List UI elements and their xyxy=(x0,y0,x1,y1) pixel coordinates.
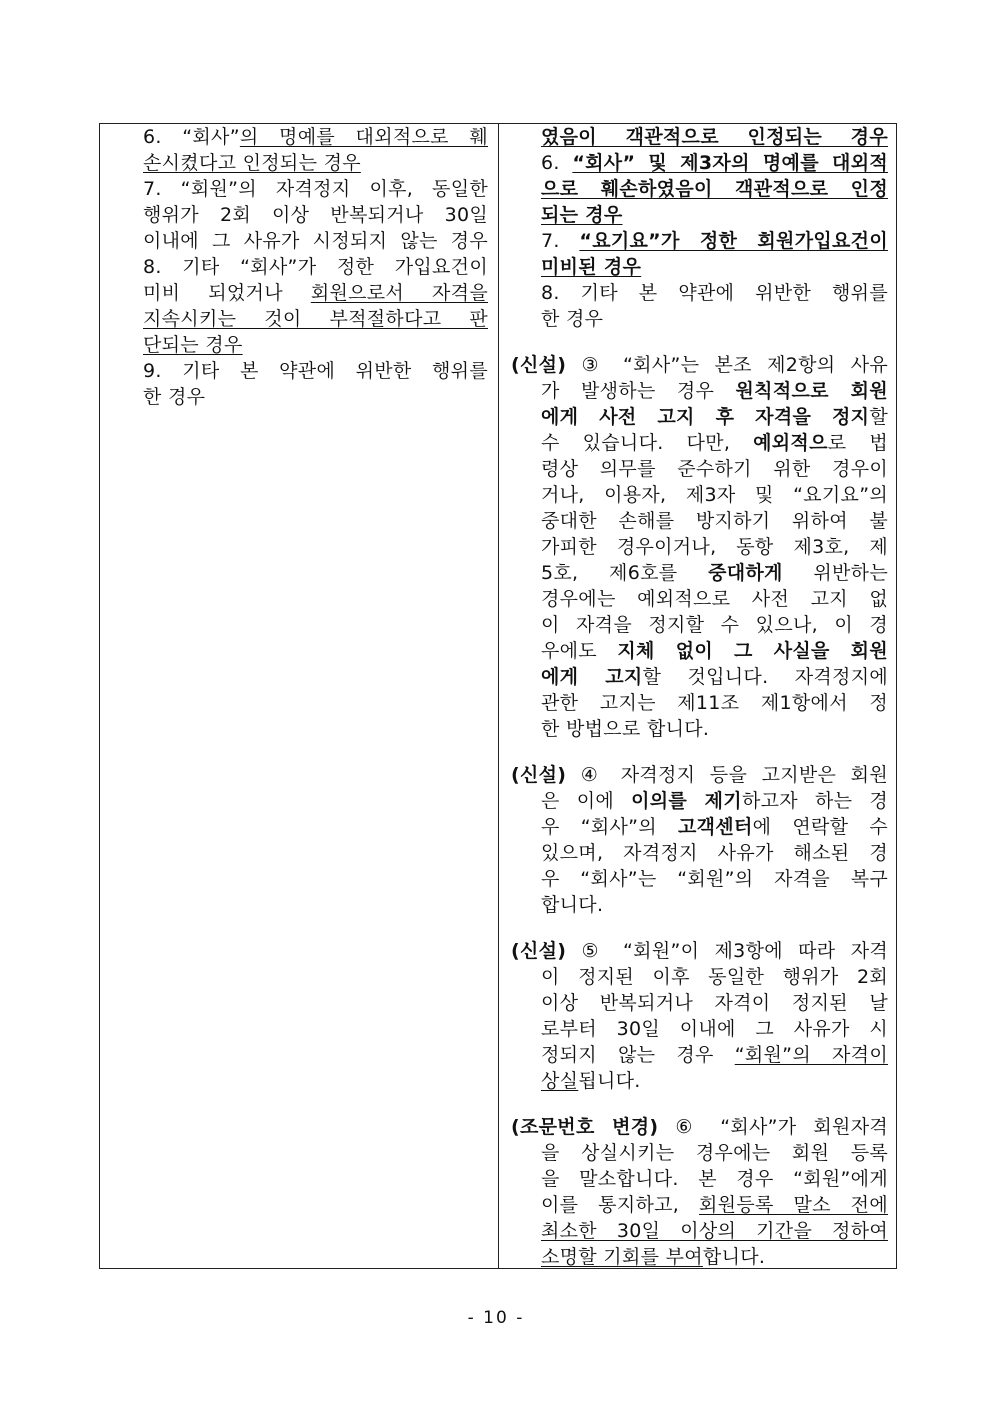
text-segment: 합니다. xyxy=(541,894,604,916)
text-segment: 고객센터 xyxy=(678,816,753,838)
text-line xyxy=(511,788,888,814)
text-segment: 할 xyxy=(869,406,888,428)
text-segment: 이 정지된 이후 동일한 행위가 2회 xyxy=(541,966,888,988)
text-segment: 로부터 30일 이내에 그 사유가 시 xyxy=(541,1018,888,1040)
text-line xyxy=(511,482,888,508)
text-segment: 예외적으 xyxy=(753,432,828,454)
text-segment: 8. 기타 본 약관에 위반한 행위를 xyxy=(541,282,888,304)
text-segment: (조문번호 변경) xyxy=(511,1116,659,1138)
text-segment: 9. 기타 본 약관에 위반한 행위를 xyxy=(143,360,488,382)
text-line xyxy=(511,508,888,534)
text-segment: 5호, 제6호를 xyxy=(541,562,709,584)
text-segment: 행위가 2회 이상 반복되거나 30일 xyxy=(143,204,488,226)
text-segment: 은 이에 xyxy=(541,790,632,812)
block-spacer xyxy=(511,332,888,352)
text-segment: 회원으로서 자격을 xyxy=(310,282,488,304)
text-segment: 있으며, 자격정지 사유가 해소된 경 xyxy=(541,842,888,864)
text-segment: 이를 통지하고, xyxy=(541,1194,700,1216)
text-line xyxy=(511,716,888,742)
text-line xyxy=(511,352,888,378)
text-line xyxy=(143,254,488,280)
comparison-table xyxy=(99,123,897,1269)
text-line xyxy=(511,612,888,638)
text-line xyxy=(511,1114,888,1140)
text-line xyxy=(511,762,888,788)
text-segment: ④ 자격정지 등을 고지받은 회원 xyxy=(566,764,888,786)
text-line xyxy=(511,1218,888,1244)
text-segment: 을 말소합니다. 본 경우 “회원”에게 xyxy=(541,1168,888,1190)
text-segment: (신설) xyxy=(511,764,567,786)
text-segment: ⑤ “회원”이 제3항에 따라 자격 xyxy=(566,940,888,962)
revised-terms-column xyxy=(499,124,896,1268)
text-line xyxy=(511,1016,888,1042)
text-segment: 하고자 하는 경 xyxy=(741,790,888,812)
text-line xyxy=(511,840,888,866)
text-segment: 되는 경우 xyxy=(541,204,623,226)
text-segment: 이의를 제기 xyxy=(631,790,742,812)
text-segment: 거나, 이용자, 제3자 및 “요기요”의 xyxy=(541,484,888,506)
text-segment: 중대하게 xyxy=(708,562,783,584)
text-segment: 위반하는 xyxy=(782,562,888,584)
text-line xyxy=(143,124,488,150)
text-segment: “요기요”가 정한 회원가입요건이 xyxy=(579,230,888,252)
text-segment: 로 법 xyxy=(827,432,888,454)
text-segment: 단되는 경우 xyxy=(143,334,243,356)
clause-block xyxy=(511,762,888,918)
text-segment: 가피한 경우이거나, 동항 제3호, 제 xyxy=(541,536,888,558)
text-segment: (신설) xyxy=(511,940,567,962)
text-line xyxy=(143,384,488,410)
text-line xyxy=(511,990,888,1016)
text-line xyxy=(511,280,888,306)
text-line xyxy=(511,1192,888,1218)
text-line xyxy=(511,430,888,456)
text-line xyxy=(511,892,888,918)
text-segment: 우 “회사”의 xyxy=(541,816,678,838)
text-segment: 6. xyxy=(541,152,573,174)
text-segment: 이 자격을 정지할 수 있으나, 이 경 xyxy=(541,614,888,636)
text-segment: 미비 되었거나 xyxy=(143,282,311,304)
text-segment: “회사” 및 제3자의 명예를 대외적 xyxy=(572,152,888,174)
clause-block xyxy=(511,352,888,742)
text-segment: 원칙적으로 회원 xyxy=(735,380,888,402)
text-segment: 에게 고지 xyxy=(541,666,643,688)
text-line xyxy=(511,1166,888,1192)
text-line xyxy=(511,938,888,964)
text-segment: 정되지 않는 경우 xyxy=(541,1044,735,1066)
text-line xyxy=(511,306,888,332)
text-segment: 수 있습니다. 다만, xyxy=(541,432,754,454)
text-line xyxy=(511,1244,888,1268)
text-line xyxy=(511,964,888,990)
text-line xyxy=(511,534,888,560)
text-segment: 한 경우 xyxy=(143,386,206,408)
text-line xyxy=(511,124,888,150)
text-segment: 중대한 손해를 방지하기 위하여 불 xyxy=(541,510,888,532)
text-line xyxy=(511,1068,888,1094)
text-line xyxy=(511,404,888,430)
text-line xyxy=(511,254,888,280)
text-segment: 손시켰다고 인정되는 경우 xyxy=(143,152,361,174)
text-line xyxy=(143,202,488,228)
text-segment: 에게 사전 고지 후 자격을 정지 xyxy=(541,406,870,428)
text-line xyxy=(511,378,888,404)
clause-block xyxy=(511,1114,888,1268)
current-terms-column xyxy=(100,124,499,1268)
text-line xyxy=(511,202,888,228)
text-segment: 가 발생하는 경우 xyxy=(541,380,736,402)
text-line xyxy=(511,150,888,176)
text-segment: 회원등록 말소 전에 xyxy=(699,1194,888,1216)
text-line xyxy=(143,228,488,254)
text-segment: 미비된 경우 xyxy=(541,256,642,278)
text-line xyxy=(143,176,488,202)
text-line xyxy=(143,306,488,332)
text-segment: 합니다. xyxy=(702,1246,766,1268)
text-segment: 우 “회사”는 “회원”의 자격을 복구 xyxy=(541,868,888,890)
text-line xyxy=(511,814,888,840)
text-line xyxy=(511,228,888,254)
clause-block xyxy=(511,938,888,1094)
text-segment: 7. “회원”의 자격정지 이후, 동일한 xyxy=(143,178,488,200)
text-segment: 한 경우 xyxy=(541,308,604,330)
text-line xyxy=(143,150,488,176)
text-line xyxy=(511,690,888,716)
text-segment: (신설) xyxy=(511,354,567,376)
text-line xyxy=(511,664,888,690)
text-segment: 소명할 기회를 부여 xyxy=(541,1246,703,1268)
text-segment: 이내에 그 사유가 시정되지 않는 경우 xyxy=(143,230,488,252)
text-segment: 지체 없이 그 사실을 회원 xyxy=(617,640,888,662)
page-number: - 10 - xyxy=(467,1308,525,1328)
text-line xyxy=(511,1140,888,1166)
text-segment: 을 상실시키는 경우에는 회원 등록 xyxy=(541,1142,888,1164)
text-line xyxy=(511,638,888,664)
text-segment: 6. “회사” xyxy=(143,126,240,148)
text-segment: 8. 기타 “회사”가 정한 가입요건이 xyxy=(143,256,488,278)
text-segment: 지속시키는 것이 부적절하다고 판 xyxy=(143,308,488,330)
block-spacer xyxy=(511,742,888,762)
text-segment: 의 명예를 대외적으로 훼 xyxy=(239,126,488,148)
text-line xyxy=(143,332,488,358)
text-segment: 이상 반복되거나 자격이 정지된 날 xyxy=(541,992,888,1014)
block-spacer xyxy=(511,918,888,938)
text-segment: 우에도 xyxy=(541,640,618,662)
text-segment: 령상 의무를 준수하기 위한 경우이 xyxy=(541,458,888,480)
block-spacer xyxy=(511,1094,888,1114)
text-line xyxy=(511,560,888,586)
clause-block xyxy=(511,124,888,332)
text-line xyxy=(511,866,888,892)
text-line xyxy=(143,358,488,384)
text-segment: 관한 고지는 제11조 제1항에서 정 xyxy=(541,692,888,714)
text-segment: 됩니다. xyxy=(578,1070,641,1092)
text-segment: 한 방법으로 합니다. xyxy=(541,718,710,740)
text-segment: “회원”의 자격이 xyxy=(734,1044,888,1066)
text-segment: ⑥ “회사”가 회원자격 xyxy=(658,1116,888,1138)
text-segment: 상실 xyxy=(541,1070,579,1092)
text-segment: ③ “회사”는 본조 제2항의 사유 xyxy=(566,354,888,376)
text-segment: 7. xyxy=(541,230,580,252)
text-segment: 경우에는 예외적으로 사전 고지 없 xyxy=(541,588,888,610)
text-segment: 최소한 30일 이상의 기간을 정하여 xyxy=(541,1220,888,1242)
text-line xyxy=(511,586,888,612)
text-line xyxy=(511,1042,888,1068)
text-line xyxy=(143,280,488,306)
text-segment: 으로 훼손하였음이 객관적으로 인정 xyxy=(541,178,888,200)
text-line xyxy=(511,456,888,482)
text-segment: 할 것입니다. 자격정지에 xyxy=(642,666,888,688)
text-segment: 에 연락할 수 xyxy=(752,816,888,838)
text-line xyxy=(511,176,888,202)
text-segment: 였음이 객관적으로 인정되는 경우 xyxy=(541,126,888,148)
